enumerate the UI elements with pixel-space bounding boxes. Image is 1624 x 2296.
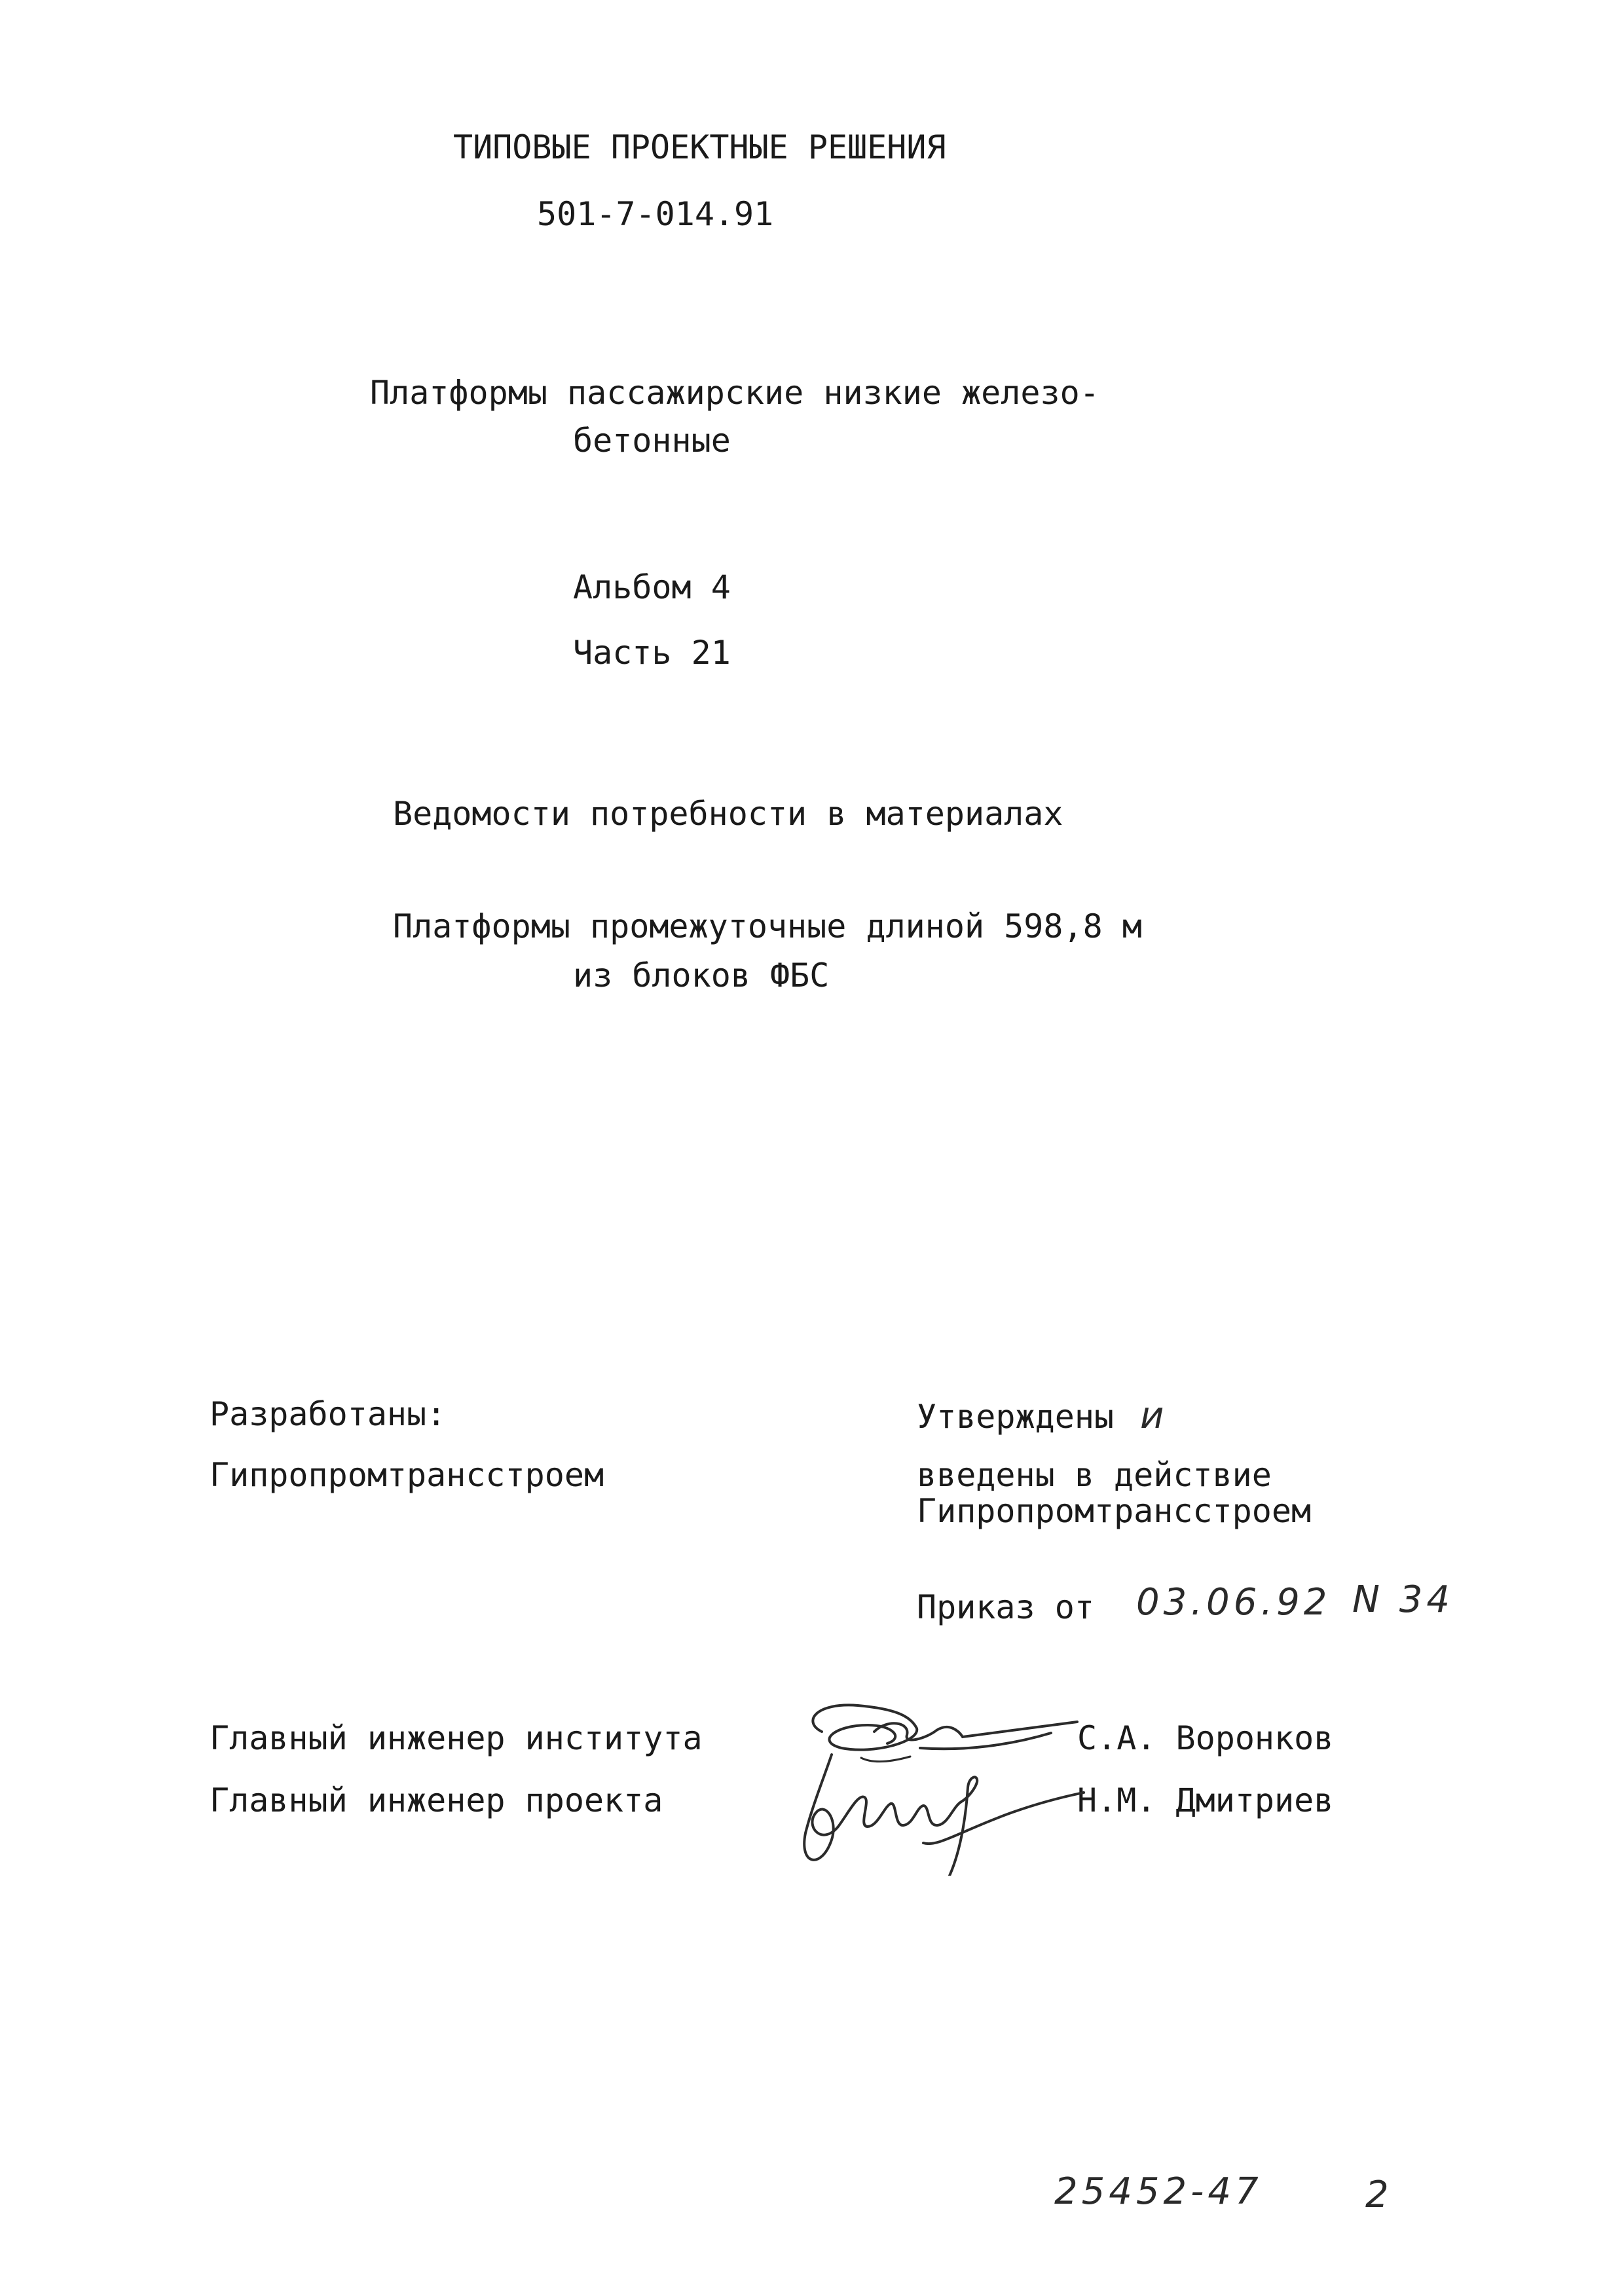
signatory-role-2: Главный инженер проекта — [210, 1781, 663, 1819]
order-number: N 34 — [1352, 1578, 1454, 1621]
signature-dmitriev — [786, 1735, 1087, 1876]
order-date: 03.06.92 — [1136, 1581, 1331, 1624]
platform-description-line2: из блоков ФБС — [573, 957, 830, 994]
statement-title: Ведомости потребности в материалах — [393, 795, 1063, 833]
document-title-line2: бетонные — [573, 422, 731, 460]
document-title-line1: Платформы пассажирские низкие железо- — [370, 374, 1099, 412]
signatory-name-1: С.А. Воронков — [1077, 1719, 1334, 1757]
approval-line3: Гипропромтрансстроем — [917, 1492, 1312, 1530]
approval-label — [917, 1394, 1164, 1437]
signatory-role-1: Главный инженер института — [210, 1719, 703, 1757]
series-code: 501-7-014.91 — [537, 195, 774, 233]
order-label: Приказ от — [917, 1588, 1094, 1626]
signatory-name-2: Н.М. Дмитриев — [1077, 1781, 1334, 1819]
page-number: 2 — [1365, 2174, 1393, 2216]
developer-label: Разработаны: — [210, 1395, 447, 1433]
developer-org: Гипропромтрансстроем — [210, 1456, 604, 1494]
inventory-number: 25452-47 — [1054, 2170, 1263, 2213]
part-label: Часть 21 — [573, 634, 731, 672]
approval-line2: введены в действие — [917, 1456, 1272, 1494]
platform-description-line1: Платформы промежуточные длиной 598,8 м — [393, 907, 1142, 945]
album-label: Альбом 4 — [573, 568, 731, 606]
approval-label-printed: Утверждены — [917, 1398, 1115, 1436]
series-title: ТИПОВЫЕ ПРОЕКТНЫЕ РЕШЕНИЯ — [453, 128, 946, 166]
approval-label-handwritten: и — [1140, 1394, 1164, 1437]
